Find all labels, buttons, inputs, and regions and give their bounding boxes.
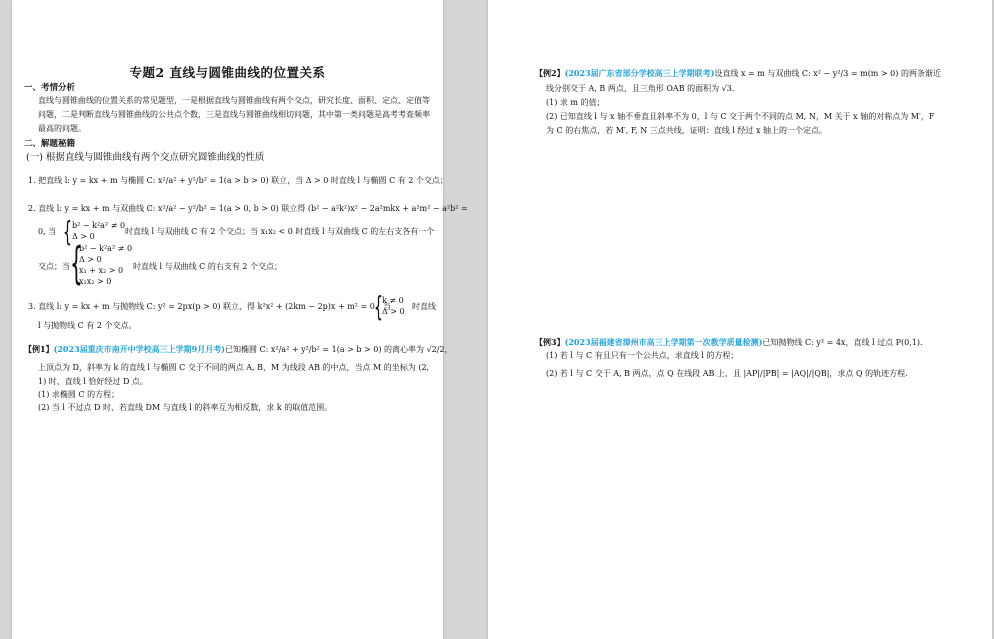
condition-line: x₁ + x₂ > 0 [79,266,124,275]
method-item-3-line-2: l 与抛物线 C 有 2 个交点。 [38,321,137,330]
method-item-3-line-1: 3. 直线 l: y = kx + m 与抛物线 C: y² = 2px(p > 0) 联立，得 k²x² + (2km − 2p)x + m² = 0，当 [28,302,391,311]
example-3-tag: 【例3】 [535,337,565,347]
method-item-2-line-2: 时直线 l 与双曲线 C 有 2 个交点；当 x₁x₂ < 0 时直线 l 与双曲线 C 的左右支各有一个 [125,227,435,236]
example-1-source: (2023届重庆市南开中学校高三上学期9月月考) [53,344,225,354]
example-2-header [535,66,941,81]
example-3-question-2: (2) 若 l 与 C 交于 A, B 两点，点 Q 在线段 AB 上，且 |AP|/|PB| = |AQ|/|QB|，求点 Q 的轨迹方程. [546,369,908,378]
condition-line: b² − k²a² ≠ 0 [72,221,126,230]
condition-line: b² − k²a² ≠ 0 [79,244,133,253]
example-1-header [24,342,453,357]
example-2-question-1: (1) 求 m 的值； [546,98,605,107]
example-1-question-1: (1) 求椭圆 C 的方程； [38,390,120,399]
subsection-heading: (一) 根据直线与圆锥曲线有两个交点研究圆锥曲线的性质 [26,152,265,163]
example-2-line-1: 设直线 x = m 与双曲线 C: x² − y²/3 = m(m > 0) 的两条渐近 [714,69,941,78]
page-title: 专题2 直线与圆锥曲线的位置关系 [129,65,326,80]
example-1-line-3: 1) 时，直线 l 恰好经过 D 点。 [38,377,148,386]
document-page-1 [12,0,468,639]
method-item-2-line-2-prefix: 0, 当 [38,227,57,236]
example-2-question-2-line-1: (2) 已知直线 l 与 x 轴不垂直且斜率不为 0，l 与 C 交于两个不同的点 M, N，M 关于 x 轴的对称点为 M′，F [546,112,935,121]
example-1-question-2: (2) 当 l 不过点 D 时，若直线 DM 与直线 l 的斜率互为相反数，求 k 的取值范围。 [38,403,333,412]
example-2-question-2-line-2: 为 C 的右焦点，若 M′, F, N 三点共线，证明：直线 l 经过 x 轴上的一个定点。 [546,126,828,135]
method-item-2-line-3: 时直线 l 与双曲线 C 的右支有 2 个交点； [133,262,283,271]
method-item-1: 1. 把直线 l: y = kx + m 与椭圆 C: x²/a² + y²/b² = 1(a > b > 0) 联立，当 Δ > 0 时直线 l 与椭圆 C 有 2 个交点； [28,176,448,185]
condition-brace: { [70,238,83,289]
example-3-line-1: 已知抛物线 C: y² = 4x，直线 l 过点 P(0,1). [762,338,923,347]
document-page-2 [488,0,992,639]
analysis-paragraph: 直线与圆锥曲线的位置关系的常见题型，一是根据直线与圆锥曲线有两个交点，研究长度、面积、定点、定值等问题，二是判断直线与圆锥曲线的公共点个数，三是直线与圆锥曲线相切问题，其中第一类问题是高考考查频率最高的问题。 [38,96,430,133]
example-3-header [535,335,923,350]
method-item-3-line-1-suffix: 时直线 [412,302,436,311]
example-1-tag: 【例1】 [24,344,54,354]
condition-brace: { [374,290,383,323]
example-1-line-1: 已知椭圆 C: x²/a² + y²/b² = 1(a > b > 0) 的离心率为 √2/2， [224,345,453,354]
condition-line: Δ > 0 [79,255,102,264]
example-2-tag: 【例2】 [535,68,565,78]
example-2-source: (2023届广东省部分学校高三上学期联考) [564,68,715,78]
condition-line: Δ > 0 [72,232,95,241]
section-heading-methods: 二、解题秘籍 [24,139,76,149]
method-item-2-line-1: 2. 直线 l: y = kx + m 与双曲线 C: x²/a² − y²/b² = 1(a > 0, b > 0) 联立得 (b² − a²k²)x² − 2a²mkx + a²m² − a²b² = [28,204,468,213]
example-1-line-2: 上顶点为 D，斜率为 k 的直线 l 与椭圆 C 交于不同的两点 A, B，M 为线段 AB 的中点，当点 M 的坐标为 (2, [38,363,430,372]
example-2-line-2: 线分别交于 A, B 两点，且三角形 OAB 的面积为 √3. [546,84,735,93]
condition-line: x₁x₂ > 0 [79,277,112,286]
condition-line: k ≠ 0 [382,296,404,305]
condition-brace: { [63,215,72,248]
condition-line: Δ > 0 [382,307,405,316]
example-3-source: (2023届福建省漳州市高三上学期第一次教学质量检测) [564,337,763,347]
method-item-2-line-3-prefix: 交点；当 [38,262,70,271]
example-3-question-1: (1) 若 l 与 C 有且只有一个公共点，求直线 l 的方程； [546,351,739,360]
section-heading-analysis: 一、考情分析 [24,83,76,93]
